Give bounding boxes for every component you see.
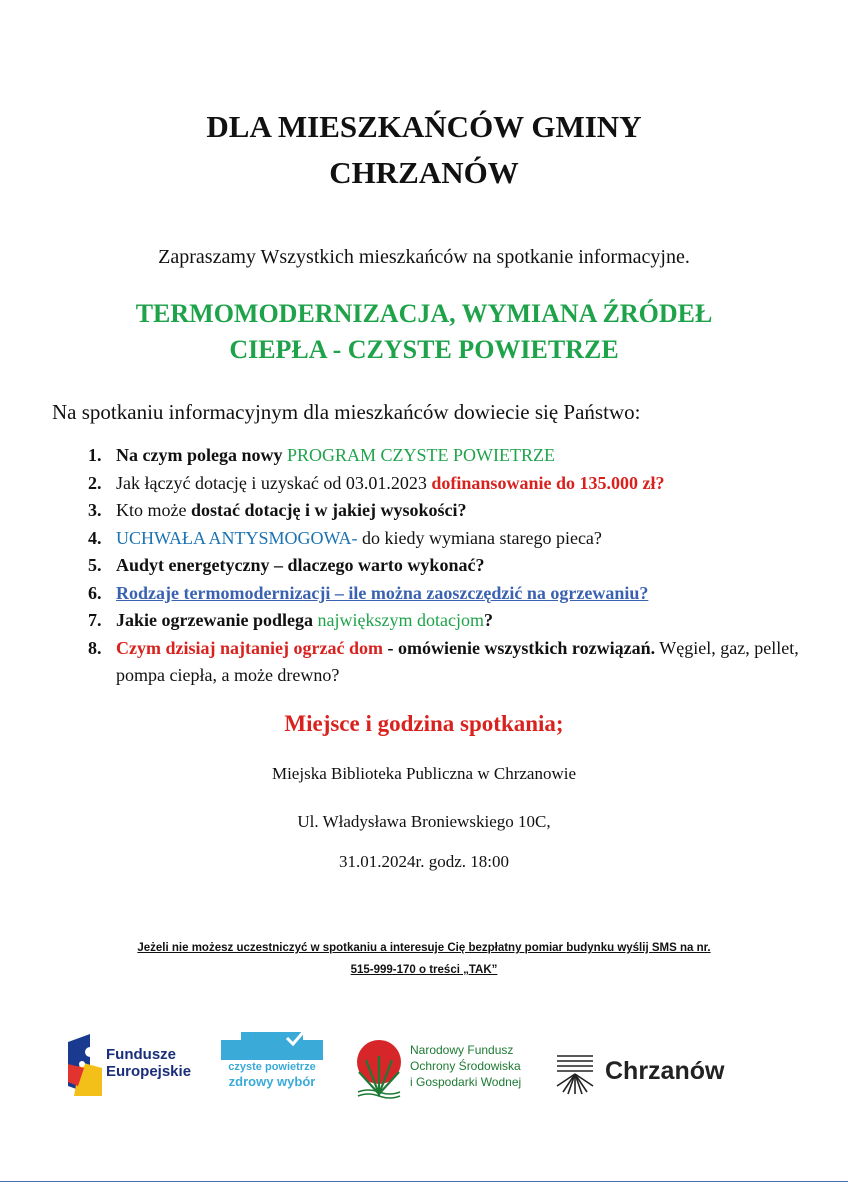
agenda-item-3 [88,497,808,525]
agenda-number: 8. [88,637,102,658]
invite-text: Zapraszamy Wszystkich mieszkańców na spotkanie informacyjne. [158,246,690,268]
agenda-text: do kiedy wymiana starego pieca? [357,527,602,548]
page-title-line-1: DLA MIESZKAŃCÓW GMINY [206,109,642,144]
agenda-item-8 [88,635,808,690]
agenda-text: Audyt energetyczny – dlaczego warto wykonać? [116,555,485,575]
agenda-highlight: UCHWAŁA ANTYSMOGOWA- [116,527,358,548]
agenda-text: - omówienie wszystkich rozwiązań. [382,637,656,658]
agenda-item-7 [88,607,808,635]
agenda-item-1 [88,442,808,470]
agenda-item-5 [88,552,808,580]
agenda-list [88,442,808,690]
agenda-text: Kto może [116,500,191,520]
agenda-text-end: ? [483,610,493,630]
agenda-highlight: dofinansowanie do 135.000 zł? [431,472,665,493]
fundusze-europejskie-emblem-icon [68,1034,102,1096]
bottom-divider [0,1181,848,1182]
agenda-number: 2. [88,472,102,493]
agenda-number: 3. [88,500,102,520]
agenda-item-4 [88,525,808,553]
agenda-number: 6. [88,582,102,603]
venue-heading: Miejsce i godzina spotkania; [284,711,564,736]
czyste-powietrze-logo [219,1028,325,1102]
intro-text: Na spotkaniu informacyjnym dla mieszkańców dowiecie się Państwo: [52,400,641,424]
sms-note-line-2: 515-999-170 o treści „TAK” [350,964,498,976]
agenda-text: Na czym polega nowy [116,445,287,465]
agenda-highlight: Czym dzisiaj najtaniej ogrzać dom [116,637,383,658]
agenda-item-2 [88,470,808,498]
agenda-item-6 [88,580,808,608]
fe-line-1: Fundusze [106,1046,176,1063]
nf-line-1: Narodowy Fundusz [410,1043,514,1057]
venue-place: Miejska Biblioteka Publiczna w Chrzanowie [271,764,577,783]
agenda-highlight: PROGRAM CZYSTE POWIETRZE [286,445,555,465]
agenda-text: Jakie ogrzewanie podlega [116,610,318,630]
agenda-text: Jak łączyć dotację i uzyskać od 03.01.2023 [116,472,432,493]
cp-line-1: czyste powietrze [228,1061,316,1073]
chrzanow-emblem-icon [555,1052,595,1096]
agenda-link[interactable]: Rodzaje termomodernizacji – ile można zaoszczędzić na ogrzewaniu? [116,582,649,603]
venue-address: Ul. Władysława Broniewskiego 10C, [297,812,551,831]
cp-line-2: zdrowy wybór [228,1074,316,1089]
nf-line-2: Ochrony Środowiska [410,1059,521,1073]
program-heading-line-2: CIEPŁA - CZYSTE POWIETRZE [229,335,619,364]
agenda-highlight: dostać dotację i w jakiej wysokości? [190,500,467,520]
chrzanow-name: Chrzanów [605,1057,725,1085]
agenda-number: 4. [88,527,102,548]
venue-datetime: 31.01.2024r. godz. 18:00 [339,852,509,871]
chrzanow-logo [555,1050,755,1100]
fe-line-2: Europejskie [106,1063,192,1080]
agenda-number: 5. [88,555,102,575]
nf-line-3: i Gospodarki Wodnej [410,1075,522,1089]
agenda-highlight: największym dotacjom [317,610,484,630]
sms-note [0,937,848,981]
agenda-text-end: Węgiel, gaz, pellet, pompa ciepła, a może drewno? [116,637,799,685]
program-heading [0,296,848,368]
nfosigw-emblem-icon [354,1038,404,1100]
fundusze-europejskie-logo [68,1030,208,1098]
program-heading-line-1: TERMOMODERNIZACJA, WYMIANA ŹRÓDEŁ [135,299,713,328]
agenda-number: 1. [88,445,102,465]
page-title-line-2: CHRZANÓW [329,155,519,190]
agenda-number: 7. [88,610,102,630]
nfosigw-logo [354,1036,564,1102]
sms-note-line-1: Jeżeli nie możesz uczestniczyć w spotkaniu a interesuje Cię bezpłatny pomiar budynku wyślij SMS na nr. [137,942,711,954]
page-title [0,104,848,196]
